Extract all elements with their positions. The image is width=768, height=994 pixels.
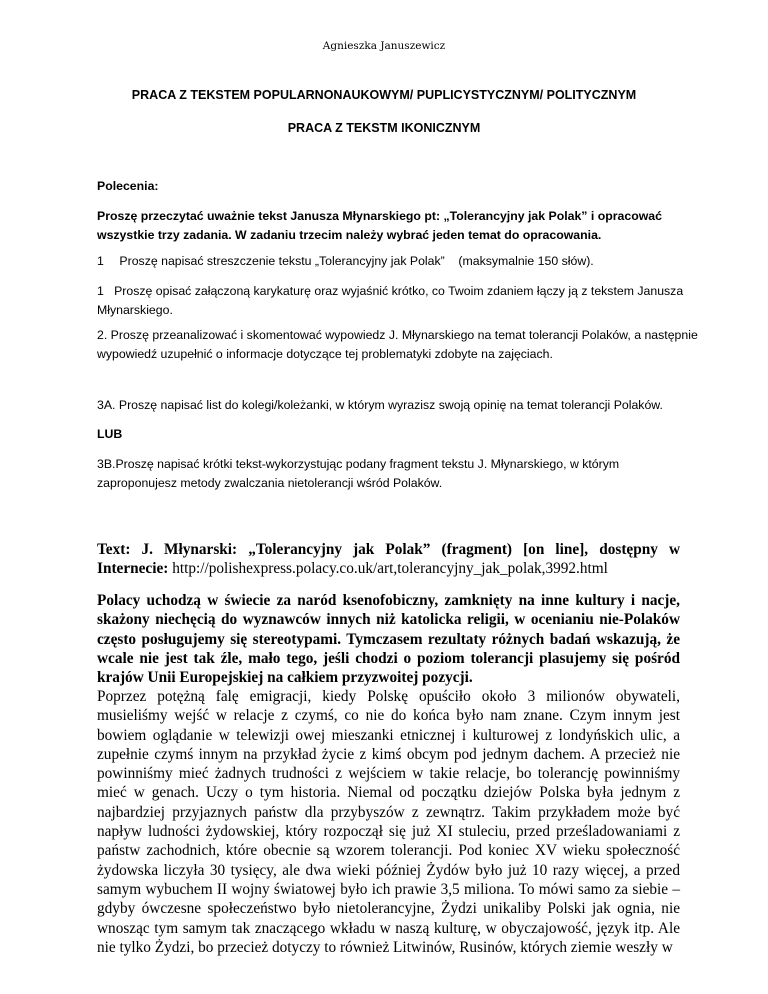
title-line-2: PRACA Z TEKSTM IKONICZNYM xyxy=(287,121,481,135)
article-body: Poprzez potężną falę emigracji, kiedy Polskę opuściło około 3 milionów obywateli, musieliśmy wejść w relacje z czymś, co nie do końca było nam znane. Czym innym jest bowiem oglądanie w telewizji owej mieszanki etnicznej i kulturowej z londyńskich ulic, a zupełnie czymś innym na przykład życie z kimś obcym pod jednym dachem. A przecież nie powinniśmy mieć żadnych trudności z wejściem w takie relacje, bo tolerancję powinniśmy mieć w genach. Uczy o tym historia. Niemal od początku dziejów Polska była jednym z najbardziej przyjaznych państw dla przybyszów z zewnątrz. Takim przykładem może być napływ ludności żydowskiej, który rozpoczął się już XI stuleciu, przed prześladowaniami z państw zachodnich, które obecnie są wzorem tolerancji. Pod koniec XV wieku społeczność żydowska liczyła 30 tysięcy, ale dwa wieki później Żydów było już 10 razy więcej, a przed samym wybuchem II wojny światowej było ich prawie 3,5 miliona. To mówi samo za siebie – gdyby ówczesne społeczeństwo było nietolerancyjne, Żydzi unikaliby Polski jak ognia, nie wnosząc tym samym tak znaczącego wkładu w naszą kulturę, w obyczajowość, język itp. Ale nie tylko Żydzi, bo przecież dotyczy to również Litwinów, Rusinów, których ziemie weszły w xyxy=(97,688,680,956)
task-1-number: 1 xyxy=(97,254,104,268)
instructions-intro: Proszę przeczytać uważnie tekst Janusza Młynarskiego pt: „Tolerancyjny jak Polak” i opracować wszystkie trzy zadania. W zadaniu trzecim należy wybrać jeden temat do opracowania. xyxy=(97,209,662,242)
or-label: LUB xyxy=(97,427,123,441)
task-2: 2. Proszę przeanalizować i skomentować wypowiedz J. Młynarskiego na temat tolerancji Polaków, a następnie wypowiedź uzupełnić o informacje dotyczące tej problematyki zdobyte na zajęciach. xyxy=(97,328,698,361)
header-author: Agnieszka Januszewicz xyxy=(322,40,446,52)
instructions-heading: Polecenia: xyxy=(97,179,159,193)
title-line-1: PRACA Z TEKSTEM POPULARNONAUKOWYM/ PUPLICYSTYCZNYM/ POLITYCZNYM xyxy=(131,88,637,102)
task-1b-text: Proszę opisać załączoną karykaturę oraz wyjaśnić krótko, co Twoim zdaniem łączy ją z tekstem Janusza Młynarskiego. xyxy=(97,284,684,317)
task-1b xyxy=(97,282,707,320)
source-url[interactable]: http://polishexpress.polacy.co.uk/art,tolerancyjny_jak_polak,3992.html xyxy=(172,560,608,578)
source-citation: Text: J. Młynarski: „Tolerancyjny jak Polak” (fragment) [on line], dostępny w Internecie: xyxy=(97,541,680,578)
task-1b-number: 1 xyxy=(97,284,104,298)
source-block xyxy=(97,540,680,579)
task-3a: 3A. Proszę napisać list do kolegi/koleżanki, w którym wyrazisz swoją opinię na temat tolerancji Polaków. xyxy=(97,398,663,412)
task-3b: 3B.Proszę napisać krótki tekst-wykorzystując podany fragment tekstu J. Młynarskiego, w którym zaproponujesz metody zwalczania nietolerancji wśród Polaków. xyxy=(97,457,620,490)
task-1 xyxy=(97,252,707,271)
task-1-text: Proszę napisać streszczenie tekstu „Tolerancyjny jak Polak” (maksymalnie 150 słów). xyxy=(119,254,594,268)
article-lead: Polacy uchodzą w świecie za naród ksenofobiczny, zamknięty na inne kultury i nacje, skażony niechęcią do wyznawców innych niż katolicka religii, w ocenianiu nie-Polaków często posługujemy się stereotypami. Tymczasem rezultaty różnych badań wskazują, że wcale nie jest tak źle, mało tego, jeśli chodzi o poziom tolerancji plasujemy się pośród krajów Unii Europejskiej na całkiem przyzwoitej pozycji. xyxy=(97,592,680,687)
